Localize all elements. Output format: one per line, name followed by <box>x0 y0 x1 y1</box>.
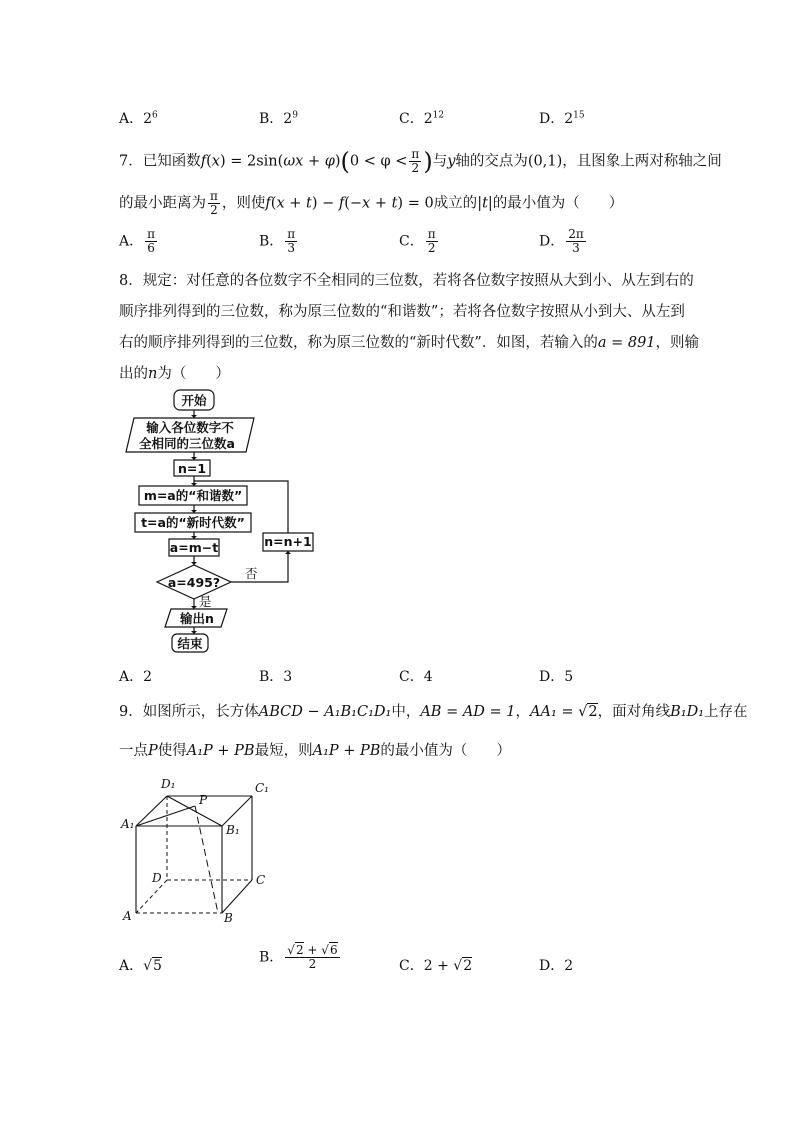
frac-num: π <box>427 227 436 241</box>
option-value: 5 <box>564 669 574 685</box>
option-frac <box>426 228 438 255</box>
q6-option-a <box>119 108 158 128</box>
flow-start-label: 开始 <box>181 393 207 408</box>
flow-input-label-1: 输入各位数字不 <box>146 420 234 435</box>
paren-left: ( <box>340 147 350 176</box>
option-label: A． <box>119 669 144 685</box>
option-label: B． <box>259 111 284 127</box>
option-label: D． <box>539 669 565 685</box>
math-sqrt: 2 <box>588 704 598 720</box>
frac-den: 2 <box>411 161 420 175</box>
frac-den: 3 <box>287 241 296 255</box>
option-exponent: 6 <box>152 110 158 121</box>
option-base: 2 <box>423 111 433 127</box>
q8-option-d <box>539 666 573 686</box>
option-value: 5 <box>153 958 162 974</box>
math-sin: = 2sin <box>225 153 278 170</box>
q8-text: 出的 <box>119 366 148 382</box>
math-y: y <box>447 153 456 170</box>
flow-no-label: 否 <box>245 566 258 581</box>
option-label: C． <box>399 958 424 974</box>
option-label: B． <box>259 669 284 685</box>
frac-den: 2 <box>210 203 218 217</box>
option-label: C． <box>399 669 424 685</box>
q8-text: 右的顺序排列得到的三位数，称为原三位数的“新时代数”．如图，若输入的 <box>119 335 598 351</box>
flow-end-label: 结束 <box>177 636 203 651</box>
option-label: A． <box>119 958 144 974</box>
frac-num: π <box>210 189 218 203</box>
option-base: 2 <box>143 111 153 127</box>
math-f: f <box>265 195 271 212</box>
q7-option-c <box>399 228 440 255</box>
option-label: D． <box>539 233 565 250</box>
math-arg: −x + t <box>349 195 398 212</box>
frac-den: 6 <box>147 241 155 255</box>
math-f: − f <box>317 195 345 212</box>
cuboid-diagram <box>115 772 285 930</box>
option-value: 3 <box>283 669 293 685</box>
q9-option-c: C．2 + √2 <box>399 958 473 974</box>
q7-line-2: 的最小距离为 $\frac{\pi}{2}$ ，则使f(x + t) − f(−x + t) = 0成立的|t|的最小值为（ ） <box>119 189 624 217</box>
math-arg: x + t <box>276 195 312 212</box>
math-sum: A₁P + PB <box>312 743 381 759</box>
frac-num: 2π <box>568 227 584 241</box>
q6-option-c <box>399 108 444 128</box>
option-label: D． <box>539 111 565 127</box>
math-arg: ωx + φ <box>283 153 335 170</box>
flow-m-label: m=a的“和谐数” <box>143 488 243 503</box>
math-n: n <box>148 366 158 382</box>
flowchart <box>115 388 315 658</box>
option-label: C． <box>399 111 424 127</box>
q7-text: 的最小距离为 <box>119 195 206 212</box>
q7-text: 成立的 <box>433 195 478 212</box>
math-ab-ad: AB = AD = 1 <box>420 704 516 720</box>
option-exponent: 9 <box>292 110 298 121</box>
q8-option-a <box>119 666 152 686</box>
q8-line-1: 8．规定：对任意的各位数字不全相同的三位数，若将各位数字按照从大到小、从左到右的 <box>119 273 694 289</box>
q7-option-b <box>259 228 299 255</box>
option-exponent: 12 <box>432 110 445 121</box>
q8-option-c <box>399 666 433 686</box>
math-a-eq: a = 891 <box>597 335 656 351</box>
option-frac <box>285 944 339 971</box>
q7-option-a <box>119 228 159 255</box>
option-base: 2 <box>283 111 293 127</box>
math-abs-t: |t| <box>477 195 493 212</box>
flow-output-label: 输出n <box>180 611 214 626</box>
math-f: f <box>200 153 207 170</box>
q7-text: 的最小值为（ ） <box>492 195 624 212</box>
q7-text: ，则使 <box>221 195 266 212</box>
option-frac <box>285 228 297 255</box>
q8-text: 为（ ） <box>157 366 230 382</box>
q9-option-a: A．√5 <box>119 958 162 974</box>
option-frac <box>145 228 157 255</box>
label-c: C <box>256 873 266 887</box>
sqrt-b: 6 <box>329 943 338 957</box>
label-c1: C₁ <box>255 781 269 795</box>
option-value: 2 + <box>423 958 454 974</box>
q9-text: ， <box>515 704 531 720</box>
flow-t-label: t=a的“新时代数” <box>141 515 245 530</box>
frac-num: π <box>287 227 296 241</box>
q6-option-b <box>259 108 298 128</box>
option-label: B． <box>259 233 284 250</box>
frac-den: 2 <box>427 241 436 255</box>
flow-input-label-2: 全相同的三位数a <box>139 436 235 451</box>
option-value: 2 <box>564 958 574 974</box>
q8-line-4 <box>119 364 230 384</box>
q9-text: 使得 <box>157 743 187 759</box>
option-value: 4 <box>423 669 433 685</box>
q9-line-2 <box>119 741 511 761</box>
q7-text: 与 <box>432 153 448 170</box>
q9-text: ，面对角线 <box>597 704 671 720</box>
q9-line-1: 9．如图所示，长方体ABCD − A₁B₁C₁D₁中，AB = AD = 1，AA₁ = √2，面对角线B₁D₁上存在 <box>119 704 748 720</box>
math-b1d1: B₁D₁ <box>670 704 705 720</box>
q9-text: 一点 <box>119 743 148 759</box>
option-frac <box>566 228 586 255</box>
q7-option-d <box>539 228 588 255</box>
option-label: B． <box>259 949 284 966</box>
label-d: D <box>152 871 162 885</box>
q9-option-b <box>259 944 342 971</box>
q6-option-d <box>539 108 585 128</box>
math-aa1: AA₁ = <box>530 704 579 720</box>
frac-num: π <box>411 147 420 161</box>
q7-line-1: 7．已知函数f(x) = 2sin(ωx + φ)(0 < φ < $\frac{\pi}{2}$ )与y轴的交点为(0,1)，且图象上两对称轴之间 <box>119 147 722 176</box>
label-d1: D₁ <box>161 777 176 791</box>
flow-decision-label: a=495? <box>167 575 221 590</box>
option-label: D． <box>539 958 565 974</box>
q9-text: 上存在 <box>704 704 748 720</box>
label-b: B <box>224 911 233 925</box>
q9-text: 9．如图所示，长方体 <box>119 704 259 720</box>
frac-num: π <box>147 227 156 241</box>
q9-option-d <box>539 955 573 975</box>
label-a1: A₁ <box>121 817 135 831</box>
label-p: P <box>199 793 208 807</box>
q9-text: 最短，则 <box>254 743 313 759</box>
q8-option-b <box>259 666 292 686</box>
option-label: A． <box>119 233 144 250</box>
math-x: x <box>211 153 220 170</box>
math-point: (0,1) <box>527 153 563 170</box>
option-label: C． <box>399 233 424 250</box>
q7-text: ，且图象上两对称轴之间 <box>562 153 722 170</box>
q9-text: 中， <box>391 704 421 720</box>
q7-text: 7．已知函数 <box>119 153 201 170</box>
option-exponent: 15 <box>573 110 585 121</box>
flow-init-label: n=1 <box>177 461 207 476</box>
math-eq: = 0 <box>403 195 434 212</box>
math-condition: 0 < φ < <box>349 153 408 170</box>
flow-yes-label: 是 <box>199 594 212 609</box>
frac-den: 2 <box>308 957 317 971</box>
frac-num: √2 + √6 <box>287 943 338 957</box>
label-b1: B₁ <box>226 823 240 837</box>
math-p: P <box>148 743 158 759</box>
option-root: 2 <box>463 958 473 974</box>
sqrt-a: 2 <box>295 943 304 957</box>
option-value: 2 <box>143 669 153 685</box>
flow-a-label: a=m−t <box>169 540 219 555</box>
q9-text: 的最小值为（ ） <box>380 743 511 759</box>
frac-pi-2 <box>208 190 220 217</box>
option-base: 2 <box>564 111 574 127</box>
q8-text: ，则输 <box>655 335 700 351</box>
q8-line-2: 顺序排列得到的三位数，称为原三位数的“和谐数”；若将各位数字按照从小到大、从左到 <box>119 304 685 320</box>
q8-line-3 <box>119 333 699 353</box>
math-sum: A₁P + PB <box>186 743 255 759</box>
frac-pi-2 <box>409 148 421 175</box>
paren-right: ) <box>423 147 433 176</box>
math-solid: ABCD − A₁B₁C₁D₁ <box>258 704 392 720</box>
flow-increment-label: n=n+1 <box>264 534 312 549</box>
label-a: A <box>123 909 132 923</box>
frac-den: 3 <box>572 241 580 255</box>
option-label: A． <box>119 111 144 127</box>
q7-text: 轴的交点为 <box>455 153 528 170</box>
